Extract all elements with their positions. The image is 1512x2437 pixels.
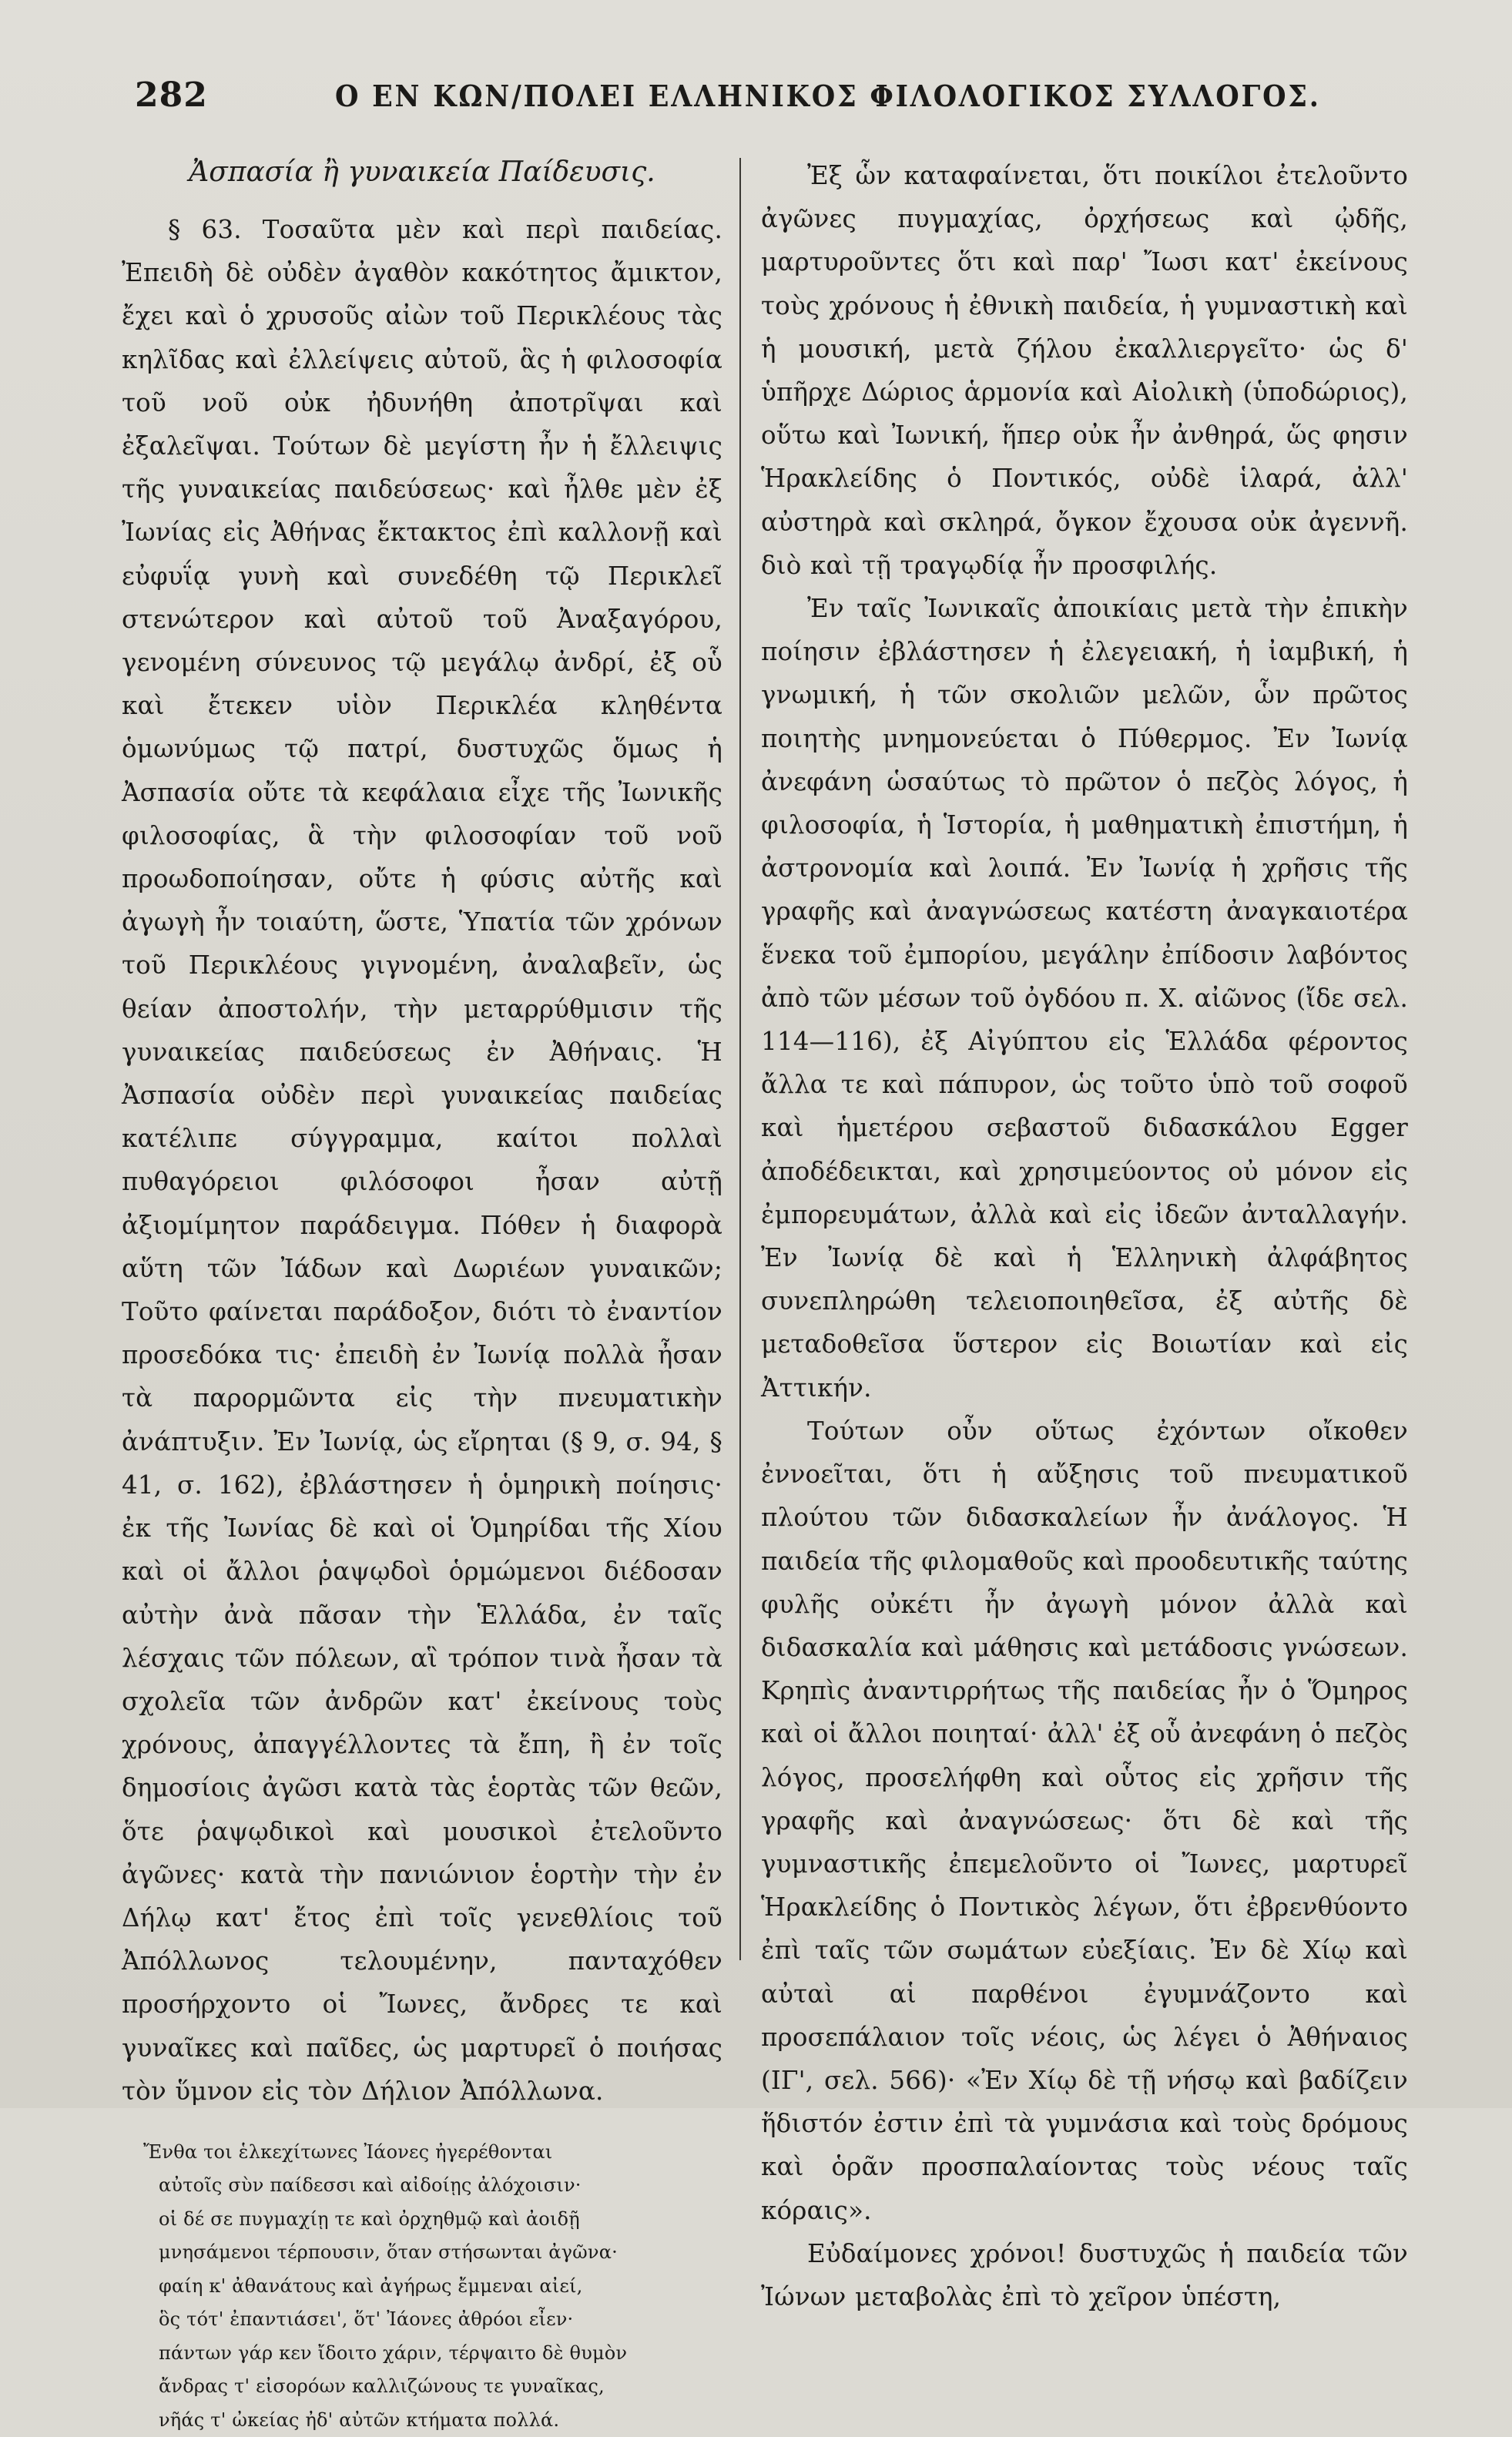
right-column (761, 154, 1408, 2311)
verse-line: αὐτοῖς σὺν παίδεσσι καὶ αἰδοίῃς ἀλόχοισιν· (159, 2174, 582, 2197)
verse-line: οἱ δέ σε πυγμαχίῃ τε καὶ ὀρχηθμῷ καὶ ἀοιδῇ (159, 2207, 580, 2230)
verse-line: ἄνδρας τ' εἰσορόων καλλιζώνους τε γυναῖκας, (159, 2375, 605, 2398)
right-paragraph-1: Ἐξ ὧν καταφαίνεται, ὅτι ποικίλοι ἐτελοῦντο ἀγῶνες πυγμαχίας, ὀρχήσεως καὶ ᾠδῆς, μαρτυροῦντες ὅτι καὶ παρ' Ἴωσι κατ' ἐκείνους τοὺς χρόνους ἡ ἐθνικὴ παιδεία, ἡ γυμναστικὴ καὶ ἡ μουσική, μετὰ ζήλου ἐκαλλιεργεῖτο· ὡς δ' ὑπῆρχε Δώριος ἁρμονία καὶ Αἰολικὴ (ὑποδώριος), οὕτω καὶ Ἰωνική, ἥπερ οὐκ ἦν ἀνθηρά, ὥς φησιν Ἡρακλείδης ὁ Ποντικός, οὐδὲ ἱλαρά, ἀλλ' αὐστηρὰ καὶ σκληρά, ὄγκον ἔχουσα οὐκ ἀγεννῆ. διὸ καὶ τῇ τραγῳδίᾳ ἦν προσφιλής. (761, 161, 1408, 580)
verse-line: φαίη κ' ἀθανάτους καὶ ἀγήρως ἔμμεναι αἰεί, (159, 2274, 583, 2297)
verse-line: νῆάς τ' ὠκείας ἠδ' αὐτῶν κτήματα πολλά. (159, 2409, 560, 2431)
page-number: 282 (135, 75, 208, 115)
verse-line: ὃς τότ' ἐπαντιάσει', ὅτ' Ἰάονες ἀθρόοι εἶεν· (159, 2308, 574, 2331)
running-title: Ο ΕΝ ΚΩΝ/ΠΟΛΕΙ ΕΛΛΗΝΙΚΟΣ ΦΙΛΟΛΟΓΙΚΟΣ ΣΥΛΛΟΓΟΣ. (335, 79, 1321, 113)
verse-line: Ἔνθα τοι ἑλκεχίτωνες Ἰάονες ἠγερέθονται (143, 2140, 553, 2163)
verse-line: πάντων γάρ κεν ἴδοιτο χάριν, τέρψαιτο δὲ θυμὸν (159, 2341, 628, 2364)
right-paragraph-4: Εὐδαίμονες χρόνοι! δυστυχῶς ἡ παιδεία τῶν Ἰώνων μεταβολὰς ἐπὶ τὸ χεῖρον ὑπέστη, (761, 2238, 1408, 2311)
right-paragraph-2: Ἐν ταῖς Ἰωνικαῖς ἀποικίαις μετὰ τὴν ἐπικὴν ποίησιν ἐβλάστησεν ἡ ἐλεγειακή, ἡ ἰαμβική, ἡ γνωμική, ἡ τῶν σκολιῶν μελῶν, ὧν πρῶτος ποιητὴς μνημονεύεται ὁ Πύθερμος. Ἐν Ἰωνίᾳ ἀνεφάνη ὡσαύτως τὸ πρῶτον ὁ πεζὸς λόγος, ἡ φιλοσοφία, ἡ Ἱστορία, ἡ μαθηματικὴ ἐπιστήμη, ἡ ἀστρονομία καὶ λοιπά. Ἐν Ἰωνίᾳ ἡ χρῆσις τῆς γραφῆς καὶ ἀναγνώσεως κατέστη ἀναγκαιοτέρα ἕνεκα τοῦ ἐμπορίου, μεγάλην ἐπίδοσιν λαβόντος ἀπὸ τῶν μέσων τοῦ ὀγδόου π. Χ. αἰῶνος (ἴδε σελ. 114—116), ἐξ Αἰγύπτου εἰς Ἑλλάδα φέροντος ἄλλα τε καὶ πάπυρον, ὡς τοῦτο ὑπὸ τοῦ σοφοῦ καὶ ἡμετέρου σεβαστοῦ διδασκάλου Egger ἀποδέδεικται, καὶ χρησιμεύοντος οὐ μόνον εἰς ἐμπορευμάτων, ἀλλὰ καὶ εἰς ἰδεῶν ἀνταλλαγήν. Ἐν Ἰωνίᾳ δὲ καὶ ἡ Ἑλληνικὴ ἀλφάβητος συνεπληρώθη τελειοποιηθεῖσα, ἐξ αὐτῆς δὲ μεταδοθεῖσα ὕστερον εἰς Βοιωτίαν καὶ εἰς Ἀττικήν. (761, 594, 1408, 1403)
column-divider (739, 158, 741, 1960)
right-paragraph-3: Τούτων οὖν οὕτως ἐχόντων οἴκοθεν ἐννοεῖται, ὅτι ἡ αὔξησις τοῦ πνευματικοῦ πλούτου τῶν διδασκαλείων ἦν ἀνάλογος. Ἡ παιδεία τῆς φιλομαθοῦς καὶ προοδευτικῆς ταύτης φυλῆς οὐκέτι ἦν ἀγωγὴ μόνον ἀλλὰ καὶ διδασκαλία καὶ μάθησις καὶ μετάδοσις γνώσεων. Κρηπὶς ἀναντιρρήτως τῆς παιδείας ἦν ὁ Ὅμηρος καὶ οἱ ἄλλοι ποιηταί· ἀλλ' ἐξ οὗ ἀνεφάνη ὁ πεζὸς λόγος, προσελήφθη καὶ οὗτος εἰς χρῆσιν τῆς γραφῆς καὶ ἀναγνώσεως· ὅτι δὲ καὶ τῆς γυμναστικῆς ἐπεμελοῦντο οἱ Ἴωνες, μαρτυρεῖ Ἡρακλείδης ὁ Ποντικὸς λέγων, ὅτι ἐβρενθύοντο ἐπὶ ταῖς τῶν σωμάτων εὐεξίαις. Ἐν δὲ Χίῳ καὶ αὐταὶ αἱ παρθένοι ἐγυμνάζοντο καὶ προσεπάλαιον τοῖς νέοις, ὡς λέγει ὁ Ἀθήναιος (ΙΓ', σελ. 566)· «Ἐν Χίῳ δὲ τῇ νήσῳ καὶ βαδίζειν ἥδιστόν ἐστιν ἐπὶ τὰ γυμνάσια καὶ τοὺς δρόμους καὶ ὁρᾶν προσπαλαίοντας τοὺς νέους ταῖς κόραις». (761, 1416, 1408, 2225)
verse-line: μνησάμενοι τέρπουσιν, ὅταν στήσωνται ἀγῶνα· (159, 2241, 618, 2264)
page-header (135, 75, 1444, 122)
verse-quotation (122, 2136, 722, 2437)
left-paragraph-1: § 63. Τοσαῦτα μὲν καὶ περὶ παιδείας. Ἐπειδὴ δὲ οὐδὲν ἀγαθὸν κακότητος ἄμικτον, ἔχει καὶ ὁ χρυσοῦς αἰὼν τοῦ Περικλέους τὰς κηλῖδας καὶ ἐλλείψεις αὐτοῦ, ἃς ἡ φιλοσοφία τοῦ νοῦ οὐκ ἠδυνήθη ἀποτρῖψαι καὶ ἐξαλεῖψαι. Τούτων δὲ μεγίστη ἦν ἡ ἔλλειψις τῆς γυναικείας παιδεύσεως· καὶ ἦλθε μὲν ἐξ Ἰωνίας εἰς Ἀθήνας ἔκτακτος ἐπὶ καλλονῇ καὶ εὐφυΐᾳ γυνὴ καὶ συνεδέθη τῷ Περικλεῖ στενώτερον καὶ αὐτοῦ τοῦ Ἀναξαγόρου, γενομένη σύνευνος τῷ μεγάλῳ ἀνδρί, ἐξ οὗ καὶ ἔτεκεν υἱὸν Περικλέα κληθέντα ὁμωνύμως τῷ πατρί, δυστυχῶς ὅμως ἡ Ἀσπασία οὔτε τὰ κεφάλαια εἶχε τῆς Ἰωνικῆς φιλοσοφίας, ἃ τὴν φιλοσοφίαν τοῦ νοῦ προωδοποίησαν, οὔτε ἡ φύσις αὐτῆς καὶ ἀγωγὴ ἦν τοιαύτη, ὥστε, Ὑπατία τῶν χρόνων τοῦ Περικλέους γιγνομένη, ἀναλαβεῖν, ὡς θείαν ἀποστολήν, τὴν μεταρρύθμισιν τῆς γυναικείας παιδεύσεως ἐν Ἀθήναις. Ἡ Ἀσπασία οὐδὲν περὶ γυναικείας παιδείας κατέλιπε σύγγραμμα, καίτοι πολλαὶ πυθαγόρειοι φιλόσοφοι ἦσαν αὐτῇ ἀξιομίμητον παράδειγμα. Πόθεν ἡ διαφορὰ αὕτη τῶν Ἰάδων καὶ Δωριέων γυναικῶν; Τοῦτο φαίνεται παράδοξον, διότι τὸ ἐναντίον προσεδόκα τις· ἐπειδὴ ἐν Ἰωνίᾳ πολλὰ ἦσαν τὰ παρορμῶντα εἰς τὴν πνευματικὴν ἀνάπτυξιν. Ἐν Ἰωνίᾳ, ὡς εἴρηται (§ 9, σ. 94, § 41, σ. 162), ἐβλάστησεν ἡ ὁμηρικὴ ποίησις· ἐκ τῆς Ἰωνίας δὲ καὶ οἱ Ὁμηρίδαι τῆς Χίου καὶ οἱ ἄλλοι ῥαψῳδοὶ ὁρμώμενοι διέδοσαν αὐτὴν ἀνὰ πᾶσαν τὴν Ἑλλάδα, ἐν ταῖς λέσχαις τῶν πόλεων, αἳ τρόπον τινὰ ἦσαν τὰ σχολεῖα τῶν ἀνδρῶν κατ' ἐκείνους τοὺς χρόνους, ἀπαγγέλλοντες τὰ ἔπη, ἢ ἐν τοῖς δημοσίοις ἀγῶσι κατὰ τὰς ἑορτὰς τῶν θεῶν, ὅτε ῥαψῳδικοὶ καὶ μουσικοὶ ἐτελοῦντο ἀγῶνες· κατὰ τὴν πανιώνιον ἑορτὴν τὴν ἐν Δήλῳ κατ' ἔτος ἐπὶ τοῖς γενεθλίοις τοῦ Ἀπόλλωνος τελουμένην, πανταχόθεν προσήρχοντο οἱ Ἴωνες, ἄνδρες τε καὶ γυναῖκες καὶ παῖδες, ὡς μαρτυρεῖ ὁ ποιήσας τὸν ὕμνον εἰς τὸν Δήλιον Ἀπόλλωνα. (122, 215, 722, 2106)
left-column (122, 154, 722, 2431)
section-title: Ἀσπασία ἢ γυναικεία Παίδευσις. (189, 156, 655, 188)
